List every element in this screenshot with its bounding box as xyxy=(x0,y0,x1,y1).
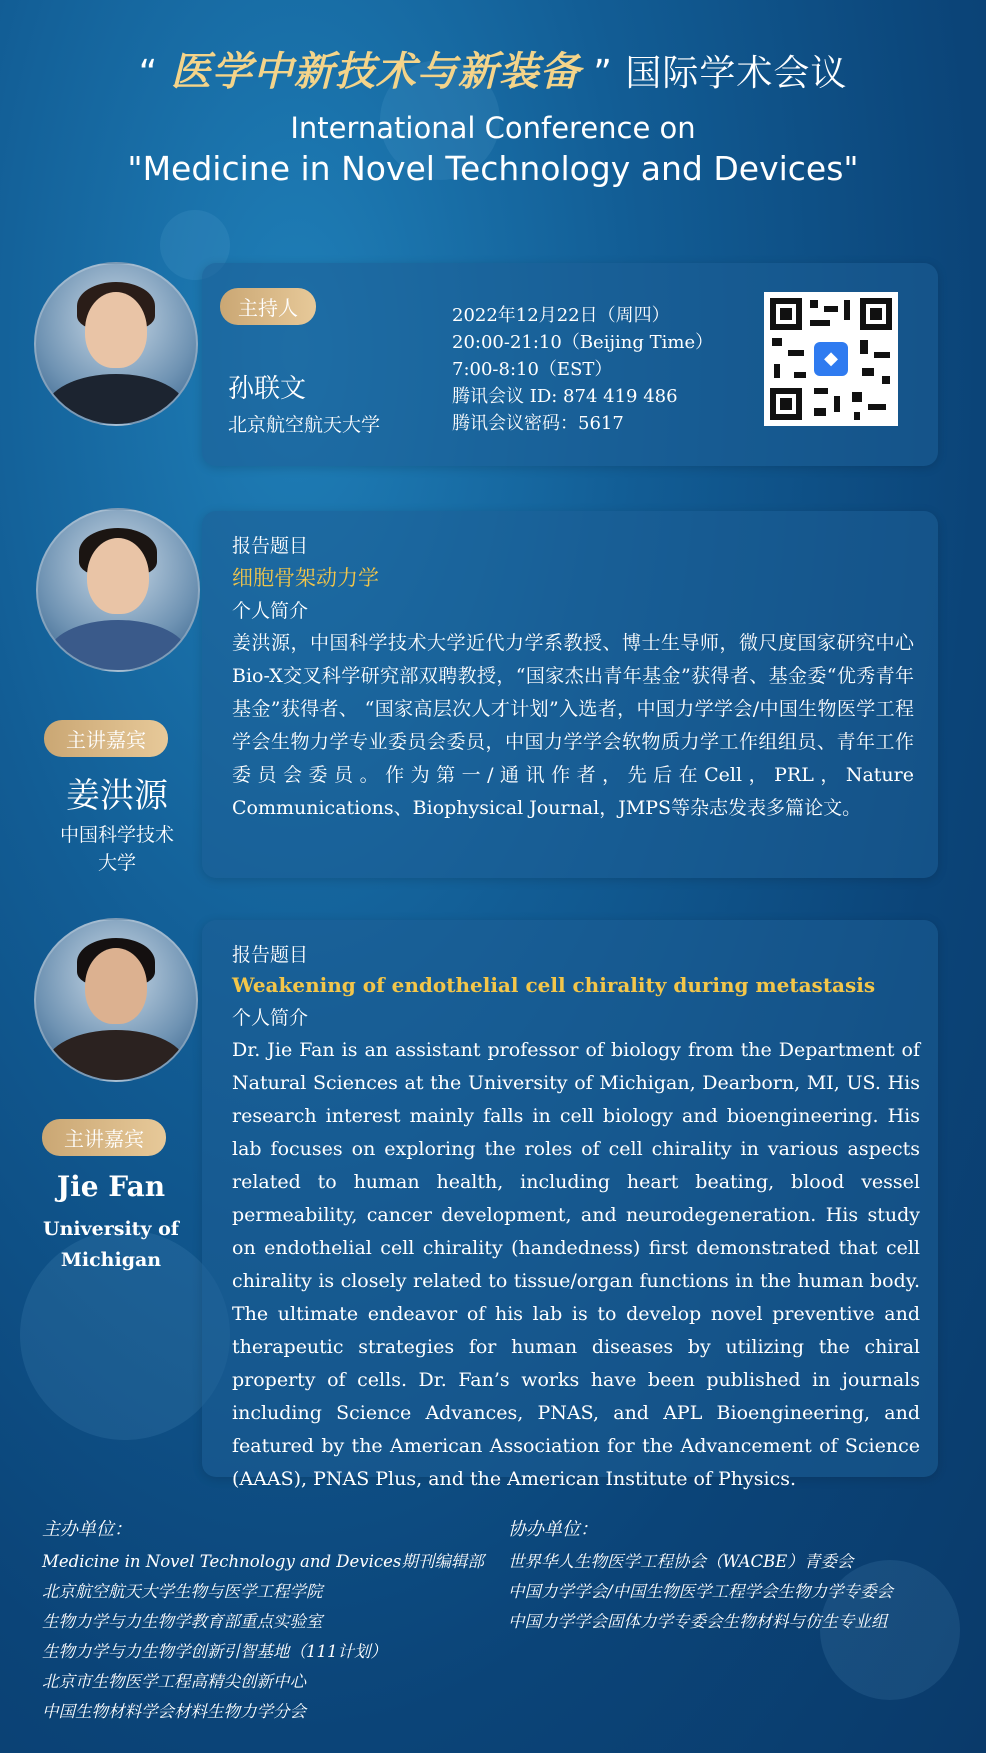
speaker2-bio: Dr. Jie Fan is an assistant professor of biology from the Department of Natural Sciences at the University of Michigan, Dearborn, MI, US. His research interest mainly falls in cell biology and bioengineering. His lab focuses on exploring the roles of cell chirality in various aspects related to human health, including heart beating, blood vessel permeability, cancer development, and neurodegeneration. His study on endothelial cell chirality (handedness) first demonstrated that cell chirality is closely related to tissue/organ functions in the human body. The ultimate endeavor of his lab is to develop novel preventive and therapeutic strategies for human diseases by utilizing the chiral property of cells. Dr. Fan’s works have been published in journals including Science Advances, PNAS, and APL Bioengineering, and featured by the American Association for the Advancement of Science (AAAS), PNAS Plus, and the American Institute of Physics. xyxy=(232,1039,920,1490)
host-name: 孙联文 xyxy=(228,374,307,404)
speaker2-role-badge: 主讲嘉宾 xyxy=(42,1119,166,1156)
speaker1-affiliation-line2: 大学 xyxy=(97,852,136,874)
meeting-est-time: 7:00-8:10（EST） xyxy=(452,359,613,380)
meeting-id: 腾讯会议 ID: 874 419 486 xyxy=(452,386,678,407)
speaker2-affiliation-line1: University of xyxy=(43,1218,179,1240)
meeting-beijing-time: 20:00-21:10（Beijing Time） xyxy=(452,332,714,353)
speaker2-bio-label: 个人简介 xyxy=(232,1007,309,1029)
host-photo xyxy=(34,262,198,426)
speaker1-role-badge: 主讲嘉宾 xyxy=(44,720,168,757)
speaker1-photo xyxy=(36,508,200,672)
tencent-meeting-logo-icon: ◆ xyxy=(814,342,848,376)
conference-header xyxy=(0,40,986,188)
speaker2-topic-label: 报告题目 xyxy=(232,944,309,966)
speaker1-bio: 姜洪源，中国科学技术大学近代力学系教授、博士生导师，微尺度国家研究中心Bio-X交叉科学研究部双聘教授，“国家杰出青年基金”获得者、基金委“优秀青年基金”获得者、 “国家高层次人才计划”入选者，中国力学学会/中国生物医学工程学会生物力学专业委员会委员，中国力学学会软物质力学工作组组员、青年工作委员会委员。作为第一/通讯作者，先后在Cell，PRL，Nature Communications、Biophysical Journal，JMPS等杂志发表多篇论文。 xyxy=(232,632,914,819)
organizer-item: 生物力学与力生物学创新引智基地（111计划） xyxy=(42,1642,387,1661)
organizers-section xyxy=(42,1515,484,1727)
title-english-line1: International Conference on xyxy=(290,111,696,145)
speaker1-topic: 细胞骨架动力学 xyxy=(232,566,379,590)
meeting-date: 2022年12月22日（周四） xyxy=(452,305,670,326)
co-organizers-section xyxy=(508,1515,893,1637)
title-cn-suffix: 国际学术会议 xyxy=(625,53,848,94)
host-role-badge: 主持人 xyxy=(220,288,316,325)
speaker2-card xyxy=(202,920,938,1490)
speaker2-name: Jie Fan xyxy=(56,1170,166,1203)
speaker1-card xyxy=(202,511,938,878)
co-organizer-item: 中国力学学会/中国生物医学工程学会生物力学专委会 xyxy=(508,1582,894,1601)
co-organizer-item: 中国力学学会固体力学专委会生物材料与仿生专业组 xyxy=(508,1612,888,1631)
organizer-item: 北京航空航天大学生物与医学工程学院 xyxy=(42,1582,323,1601)
speaker1-affiliation-line1: 中国科学技术 xyxy=(59,824,174,846)
title-chinese: “ 医学中新技术与新装备 ” 国际学术会议 xyxy=(138,48,848,95)
title-english-line2: "Medicine in Novel Technology and Devices" xyxy=(127,149,859,188)
title-calligraphy: 医学中新技术与新装备 xyxy=(170,48,581,95)
speaker1-bio-label: 个人简介 xyxy=(232,600,309,622)
speaker1-topic-label: 报告题目 xyxy=(232,535,309,557)
speaker2-affiliation-line2: Michigan xyxy=(60,1249,162,1271)
co-organizers-title: 协办单位： xyxy=(508,1519,598,1540)
speaker2-topic: Weakening of endothelial cell chirality during metastasis xyxy=(232,973,876,997)
meeting-password: 腾讯会议密码：5617 xyxy=(452,413,624,434)
speaker1-name: 姜洪源 xyxy=(66,776,168,816)
organizer-item: 北京市生物医学工程高精尖创新中心 xyxy=(42,1672,306,1691)
organizer-item: Medicine in Novel Technology and Devices期刊编辑部 xyxy=(42,1552,484,1571)
co-organizer-item: 世界华人生物医学工程协会（WACBE）青委会 xyxy=(508,1552,854,1571)
speaker2-photo xyxy=(34,918,198,1082)
organizer-item: 中国生物材料学会材料生物力学分会 xyxy=(42,1702,306,1721)
meeting-info xyxy=(452,302,713,437)
meeting-qr-code[interactable] xyxy=(764,292,898,426)
host-affiliation: 北京航空航天大学 xyxy=(228,414,381,436)
organizer-item: 生物力学与力生物学教育部重点实验室 xyxy=(42,1612,323,1631)
organizers-title: 主办单位： xyxy=(42,1519,132,1540)
